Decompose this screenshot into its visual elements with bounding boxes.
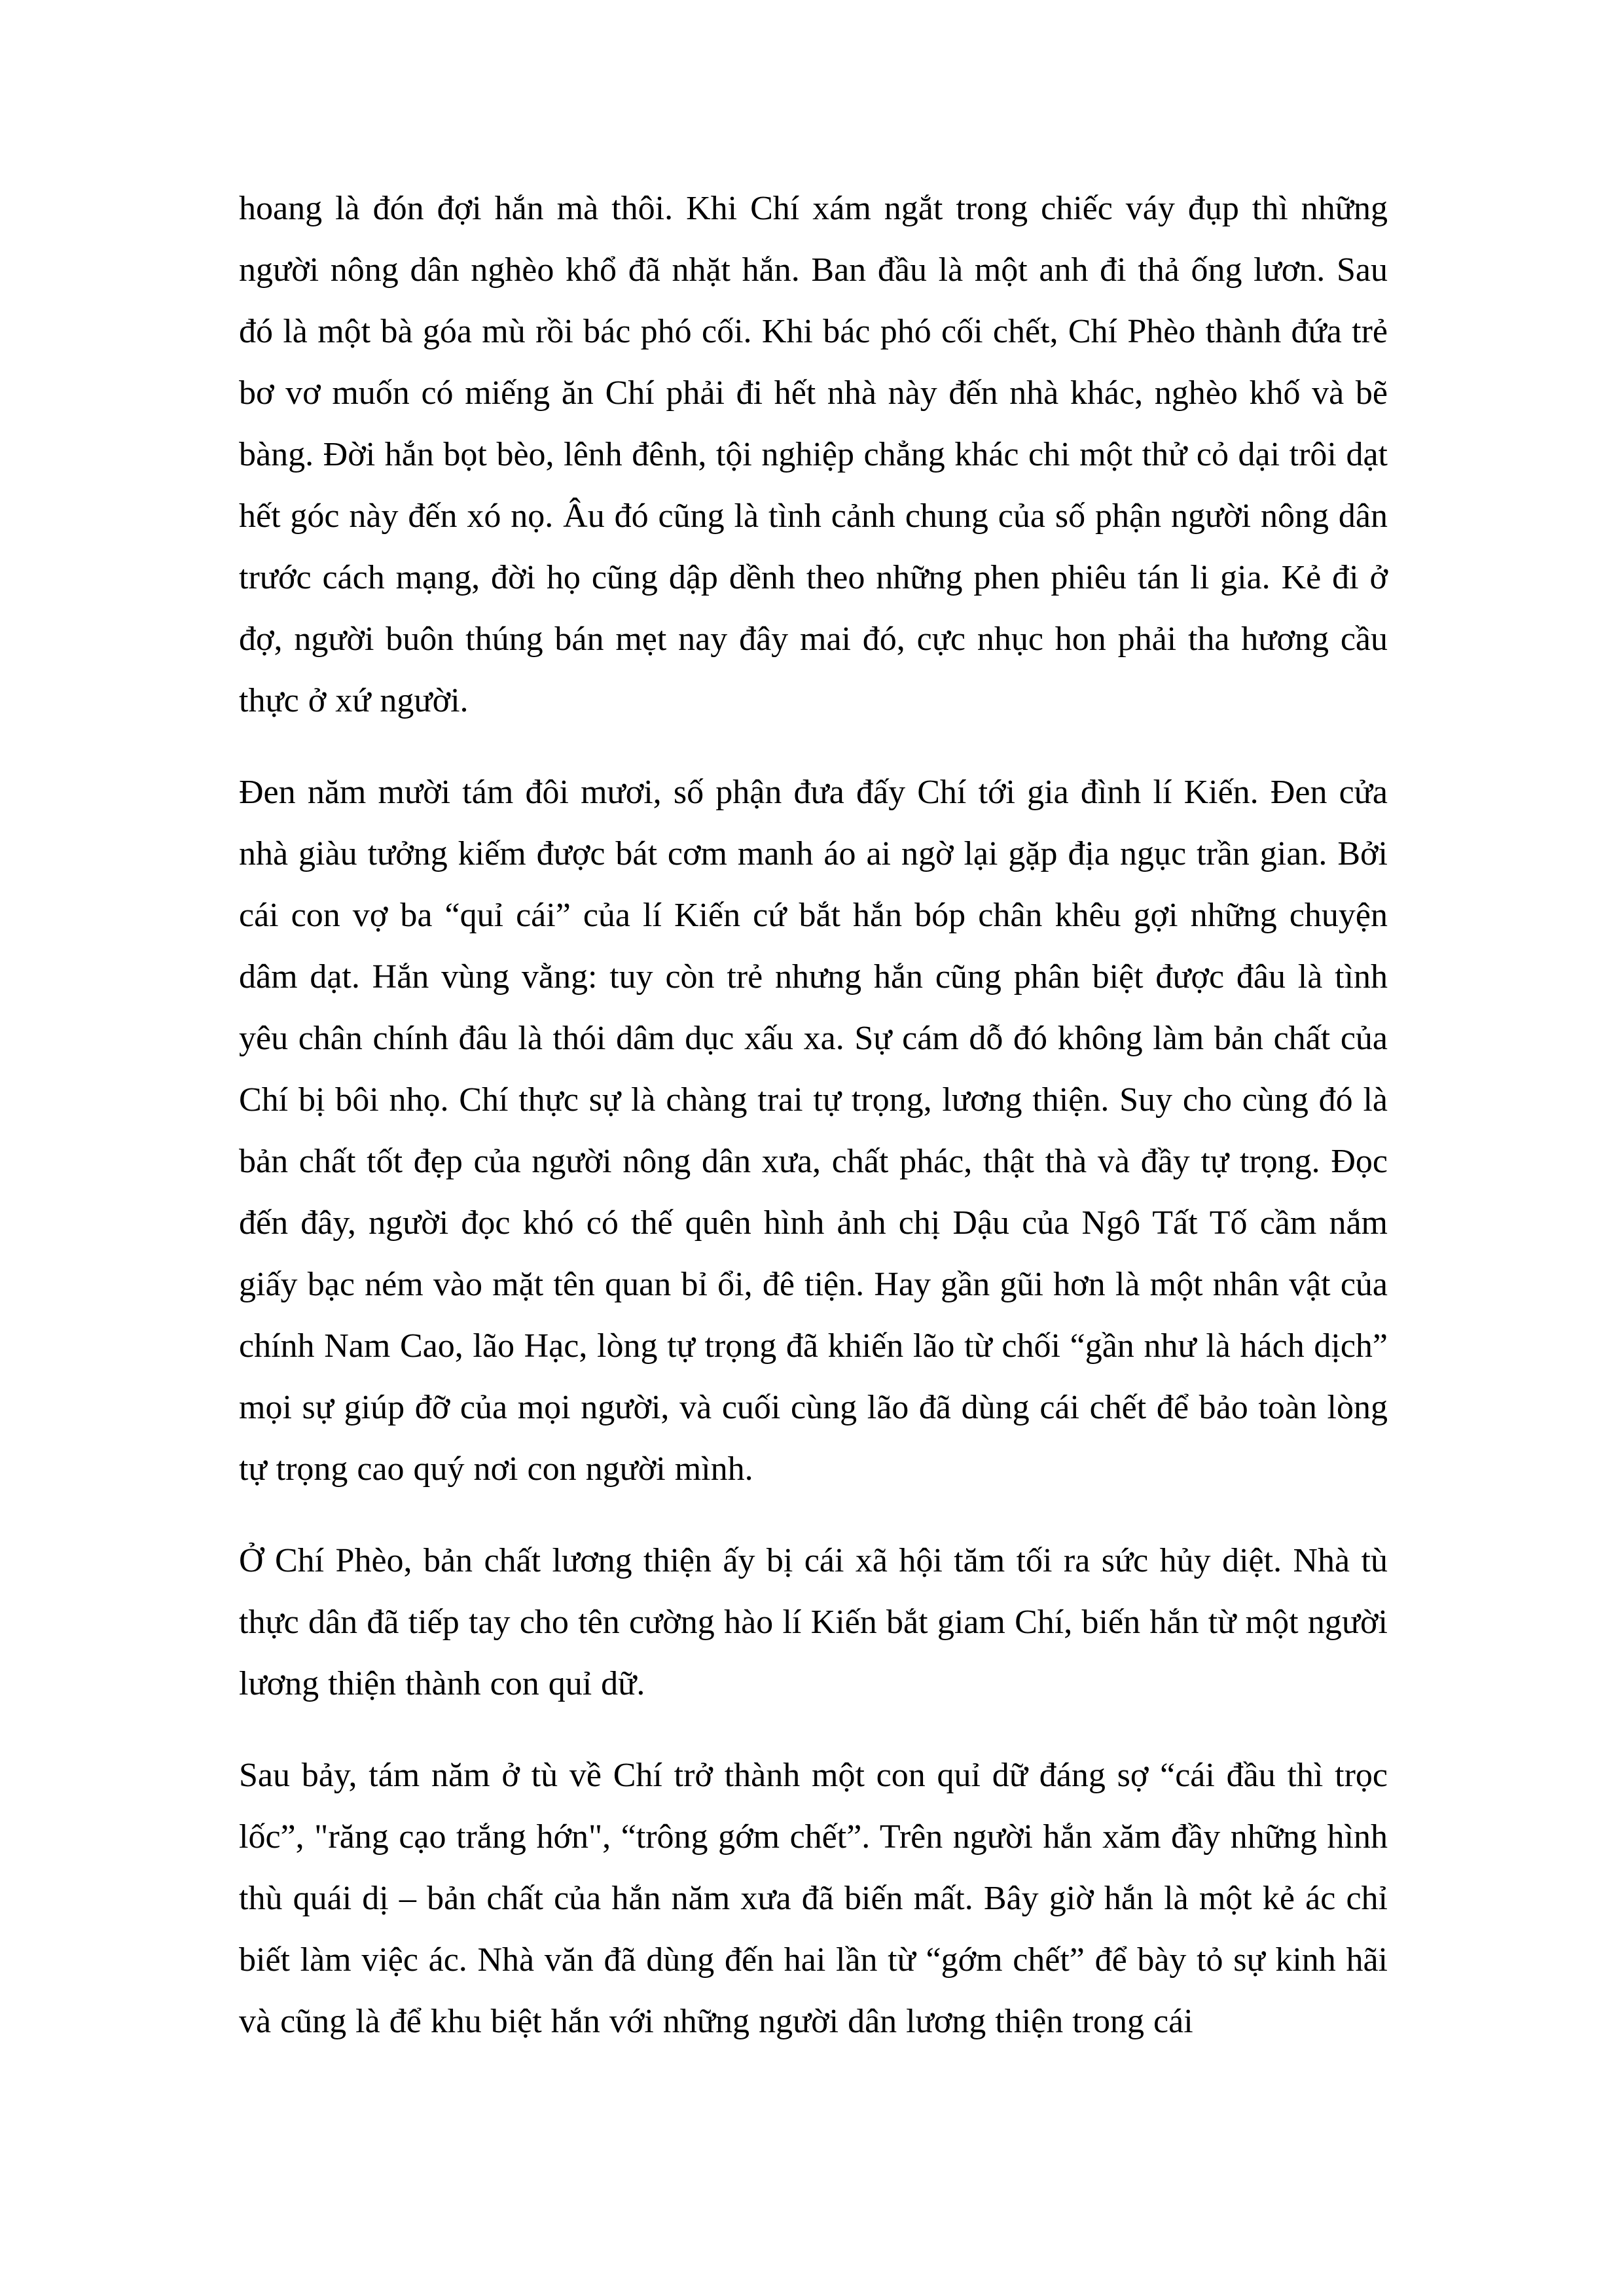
paragraph: hoang là đón đợi hắn mà thôi. Khi Chí xám ngắt trong chiếc váy đụp thì những người nông dân nghèo khổ đã nhặt hắn. Ban đầu là một anh đi thả ống lươn. Sau đó là một bà góa mù rồi bác phó cối. Khi bác phó cối chết, Chí Phèo thành đứa trẻ bơ vơ muốn có miếng ăn Chí phải đi hết nhà này đến nhà khác, nghèo khố và bẽ bàng. Đời hắn bọt bèo, lênh đênh, tội nghiệp chẳng khác chi một thử cỏ dại trôi dạt hết góc này đến xó nọ. Âu đó cũng là tình cảnh chung của số phận người nông dân trước cách mạng, đời họ cũng dập dềnh theo những phen phiêu tán li gia. Kẻ đi ở đợ, người buôn thúng bán mẹt nay đây mai đó, cực nhục hon phải tha hương cầu thực ở xứ người. [239, 190, 1388, 719]
text-body [239, 178, 1388, 2083]
paragraph: Sau bảy, tám năm ở tù về Chí trở thành một con quỉ dữ đáng sợ “cái đầu thì trọc lốc”, "răng cạo trắng hớn", “trông gớm chết”. Trên người hắn xăm đầy những hình thù quái dị – bản chất của hắn năm xưa đã biến mất. Bây giờ hắn là một kẻ ác chỉ biết làm việc ác. Nhà văn đã dùng đến hai lần từ “gớm chết” để bày tỏ sự kinh hãi và cũng là để khu biệt hắn với những người dân lương thiện trong cái [239, 1757, 1388, 2040]
paragraph: Ở Chí Phèo, bản chất lương thiện ấy bị cái xã hội tăm tối ra sức hủy diệt. Nhà tù thực dân đã tiếp tay cho tên cường hào lí Kiến bắt giam Chí, biến hắn từ một người lương thiện thành con quỉ dữ. [239, 1542, 1388, 1702]
paragraph: Đen năm mười tám đôi mươi, số phận đưa đấy Chí tới gia đình lí Kiến. Đen cửa nhà giàu tưởng kiếm được bát cơm manh áo ai ngờ lại gặp địa ngục trần gian. Bởi cái con vợ ba “quỉ cái” của lí Kiến cứ bắt hắn bóp chân khêu gợi những chuyện dâm dạt. Hắn vùng vằng: tuy còn trẻ nhưng hắn cũng phân biệt được đâu là tình yêu chân chính đâu là thói dâm dục xấu xa. Sự cám dỗ đó không làm bản chất của Chí bị bôi nhọ. Chí thực sự là chàng trai tự trọng, lương thiện. Suy cho cùng đó là bản chất tốt đẹp của người nông dân xưa, chất phác, thật thà và đầy tự trọng. Đọc đến đây, người đọc khó có thế quên hình ảnh chị Dậu của Ngô Tất Tố cầm nắm giấy bạc ném vào mặt tên quan bỉ ổi, đê tiện. Hay gần gũi hơn là một nhân vật của chính Nam Cao, lão Hạc, lòng tự trọng đã khiến lão từ chối “gần như là hách dịch” mọi sự giúp đỡ của mọi người, và cuối cùng lão đã dùng cái chết để bảo toàn lòng tự trọng cao quý nơi con người mình. [239, 774, 1388, 1488]
